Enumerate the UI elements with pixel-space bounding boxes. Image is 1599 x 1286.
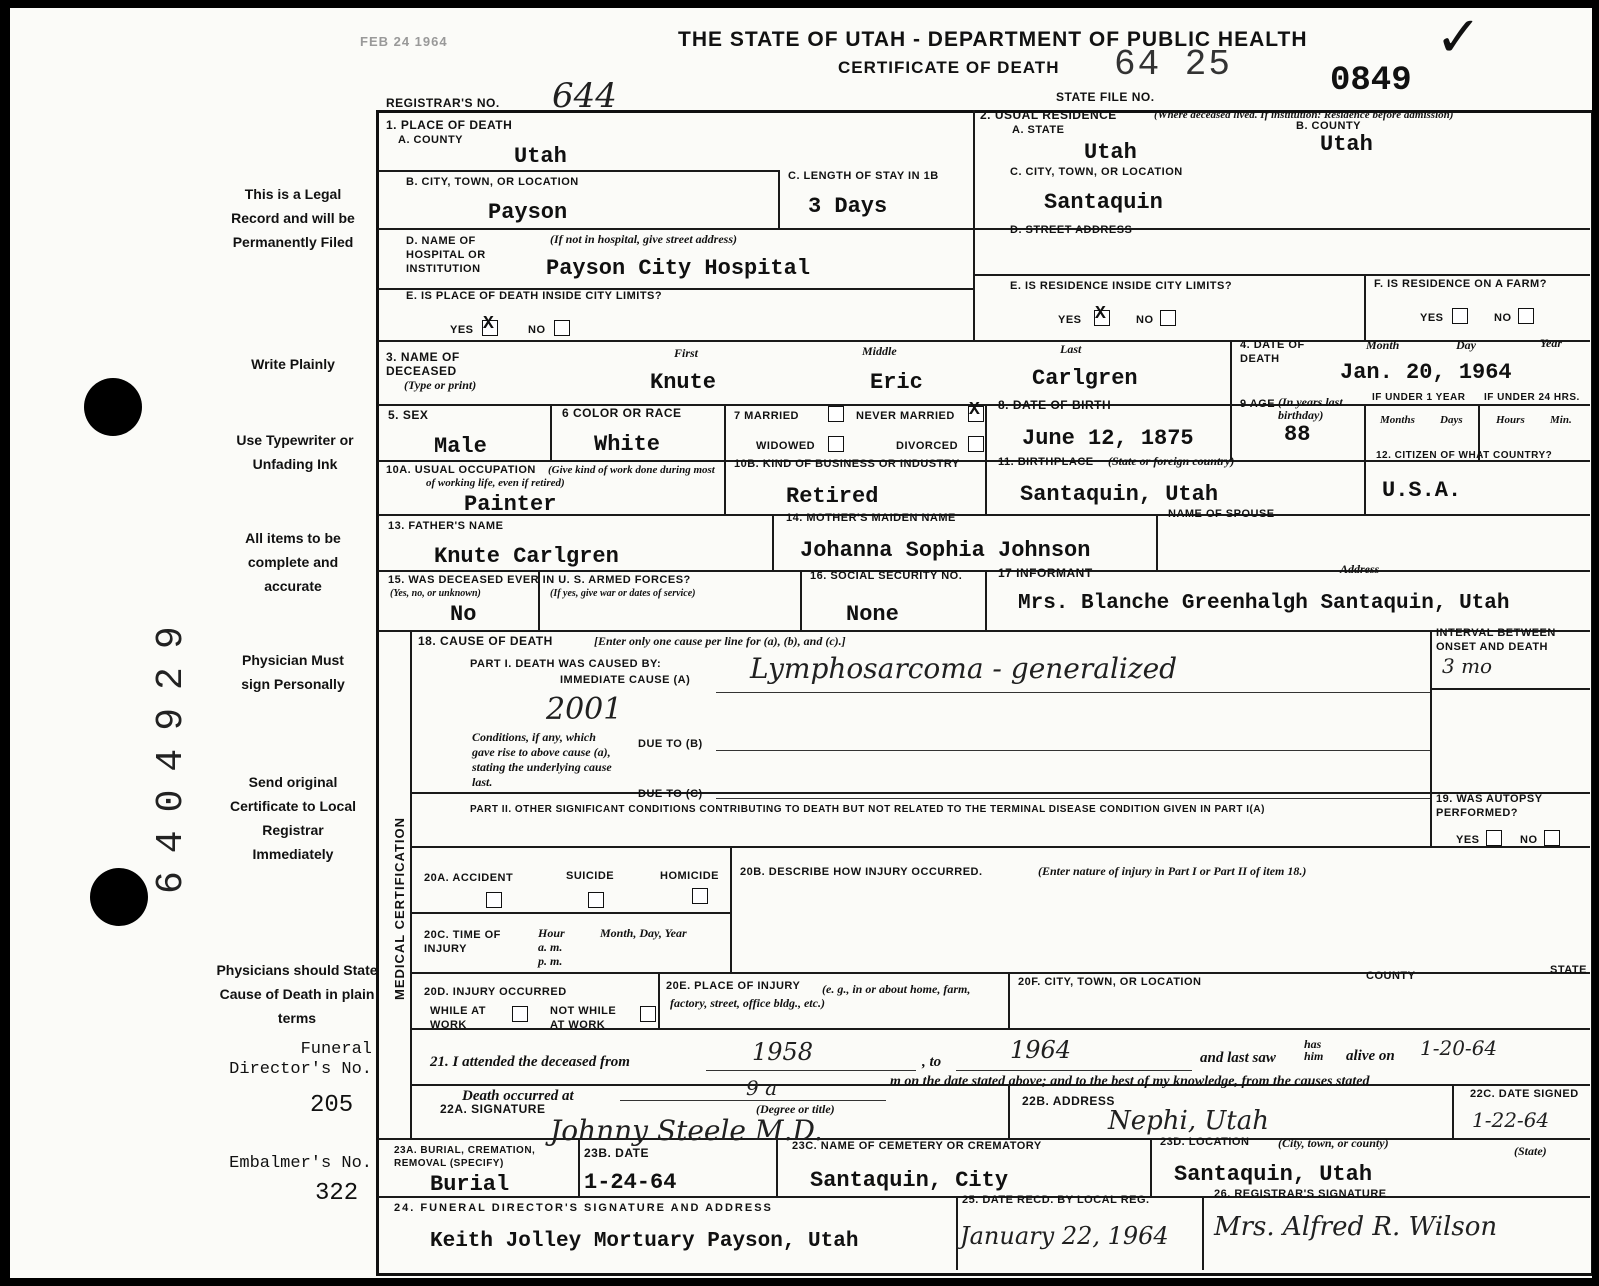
label-race: 6 COLOR OR RACE [562,406,682,420]
label-injury-occurred: 20D. INJURY OCCURRED [424,986,567,998]
checkbox-farm-yes[interactable] [1452,308,1468,324]
value-attended-to: 1964 [1010,1036,1072,1064]
label-usual-residence: 2. USUAL RESIDENCE [980,108,1117,122]
mark-death-in-city-yes: X [483,314,494,334]
value-funeral-director: Keith Jolley Mortuary Payson, Utah [430,1230,859,1253]
checkbox-accident[interactable] [486,892,502,908]
label-never-married: NEVER MARRIED [856,410,955,422]
value-cause-code: 2001 [546,692,623,727]
label-yes: YES [450,324,474,336]
label-alive-on: alive on [1346,1048,1395,1064]
label-part-2: PART II. OTHER SIGNIFICANT CONDITIONS CONTRIBUTING TO DEATH BUT NOT RELATED TO THE TERMINAL DISEASE CONDITION GIVEN IN PART I(A) [470,804,1265,815]
value-burial-location: Santaquin, Utah [1174,1162,1373,1187]
label-medical-certification: MEDICAL CERTIFICATION [392,816,407,1000]
label-last: Last [1060,342,1082,356]
value-middle-name: Eric [870,370,923,395]
label-cause-note: [Enter only one cause per line for (a), (b), and (c).] [594,634,846,648]
state-title: THE STATE OF UTAH - DEPARTMENT OF PUBLIC HEALTH [678,28,1308,51]
label-no: NO [528,324,546,336]
label-widowed: WIDOWED [756,440,816,452]
label-homicide: HOMICIDE [660,870,719,882]
label-year: Year [1540,336,1562,350]
label-armed-note: (Yes, no, or unknown) [390,588,481,599]
label-injury-state: STATE [1550,964,1587,976]
label-married: 7 MARRIED [734,410,800,422]
value-citizen: U.S.A. [1382,478,1462,503]
label-hospital-note: (If not in hospital, give street address) [550,232,738,246]
file-number-handwritten: 64 25 [1114,44,1233,85]
label-name-deceased: 3. NAME OF DECEASED [386,350,460,378]
label-sex: 5. SEX [388,408,429,422]
label-not-while-at-work: NOT WHILE AT WORK [550,1005,617,1031]
value-industry: Retired [786,484,879,509]
value-occupation: Painter [464,492,557,517]
label-yes: YES [1456,834,1480,846]
checkbox-not-while-at-work[interactable] [640,1006,656,1022]
label-degree: (Degree or title) [756,1102,835,1116]
label-sig-address: 22B. ADDRESS [1022,1094,1115,1108]
value-father: Knute Carlgren [434,544,619,569]
label-date-of-death: 4. DATE OF DEATH [1240,339,1305,365]
certificate-sheet [10,8,1592,1278]
value-death-date: Jan. 20, 1964 [1340,360,1512,385]
label-due-to-b: DUE TO (B) [638,738,703,750]
checkbox-while-at-work[interactable] [512,1006,528,1022]
registrar-no-value: 644 [552,76,617,116]
checkbox-death-in-city-no[interactable] [554,320,570,336]
label-res-county: B. COUNTY [1296,120,1361,132]
label-interval: INTERVAL BETWEEN ONSET AND DEATH [1436,627,1556,653]
checkbox-married[interactable] [828,406,844,422]
label-under-24-hrs: IF UNDER 24 HRS. [1484,392,1580,403]
checkbox-widowed[interactable] [828,436,844,452]
label-burial-date: 23B. DATE [584,1146,649,1160]
value-interval: 3 mo [1442,654,1493,678]
label-cemetery: 23C. NAME OF CEMETERY OR CREMATORY [792,1140,1042,1152]
label-industry: 10B. KIND OF BUSINESS OR INDUSTRY [734,458,960,470]
value-last-seen: 1-20-64 [1420,1036,1498,1060]
vertical-serial-number: 6404929 [150,608,193,894]
label-burial-location: 23D. LOCATION [1160,1136,1250,1148]
value-death-county: Utah [514,144,567,169]
label-place-of-injury: 20E. PLACE OF INJURY [666,980,801,992]
label-burial: 23A. BURIAL, CREMATION, REMOVAL (SPECIFY) [394,1145,536,1169]
label-yes: YES [1420,312,1444,324]
label-birthplace: 11. BIRTHPLACE [998,456,1094,468]
label-while-at-work: WHILE AT WORK [430,1005,486,1031]
embalmer-no: 322 [315,1180,359,1207]
label-registrar-signature: 26. REGISTRAR'S SIGNATURE [1214,1188,1387,1200]
value-attended-from: 1958 [752,1038,814,1066]
label-hour: Hour [538,926,565,940]
label-res-city: C. CITY, TOWN, OR LOCATION [1010,166,1183,178]
label-injury-city: 20F. CITY, TOWN, OR LOCATION [1018,976,1202,988]
value-birthplace: Santaquin, Utah [1020,482,1219,507]
label-month: Month [1366,338,1400,352]
label-place-of-death: 1. PLACE OF DEATH [386,118,513,132]
checkbox-homicide[interactable] [692,888,708,904]
mark-never-married: X [969,400,980,420]
label-length-of-stay: C. LENGTH OF STAY IN 1B [788,170,939,182]
label-mother: 14. MOTHER'S MAIDEN NAME [786,512,956,524]
label-city: B. CITY, TOWN, OR LOCATION [406,176,579,188]
value-burial: Burial [430,1172,510,1197]
label-burial-location-note: (City, town, or county) [1278,1136,1389,1150]
value-date-received: January 22, 1964 [960,1222,1169,1250]
label-autopsy: 19. WAS AUTOPSY PERFORMED? [1436,793,1543,819]
label-cause-of-death: 18. CAUSE OF DEATH [418,634,553,648]
label-time-of-injury: 20C. TIME OF INJURY [424,929,501,955]
label-suicide: SUICIDE [566,870,615,882]
label-birthplace-note: (State or foreign country) [1108,454,1235,468]
label-hospital: D. NAME OF HOSPITAL OR INSTITUTION [406,235,486,275]
value-last-name: Carlgren [1032,366,1138,391]
label-no: NO [1136,314,1154,326]
label-res-state: A. STATE [1012,124,1065,136]
checkbox-divorced[interactable] [968,436,984,452]
value-burial-date: 1-24-64 [584,1170,677,1195]
label-armed-note-2: (If yes, give war or dates of service) [550,588,696,599]
label-no: NO [1520,834,1538,846]
value-length-of-stay: 3 Days [808,194,888,219]
label-conditions: Conditions, if any, which gave rise to above cause (a), stating the underlying cause last. [472,730,612,789]
received-stamp: FEB 24 1964 [360,34,448,49]
punch-hole-bottom [90,868,148,926]
label-citizen: 12. CITIZEN OF WHAT COUNTRY? [1376,450,1553,461]
label-county: A. COUNTY [398,134,463,146]
label-age-note: (In years last birthday) [1278,395,1343,422]
funeral-director-no: 205 [310,1092,354,1119]
label-address: Address [1340,562,1380,576]
label-how-injury-note: (Enter nature of injury in Part I or Part II of item 18.) [1038,864,1307,878]
sidebar-ink-note: Use Typewriter or Unfading Ink [236,432,354,472]
label-street-address: D. STREET ADDRESS [1010,224,1133,236]
label-yes: YES [1058,314,1082,326]
funeral-director-no-label: Funeral Director's No. [229,1040,372,1079]
label-date-received: 25. DATE RECD. BY LOCAL REG. [962,1194,1150,1206]
label-am: a. m. [538,940,563,954]
value-res-city: Santaquin [1044,190,1163,215]
label-signature: 22A. SIGNATURE [440,1102,546,1116]
value-sig-address: Nephi, Utah [1108,1106,1269,1136]
label-ssn: 16. SOCIAL SECURITY NO. [810,570,963,582]
label-age: 9 AGE [1240,398,1276,410]
label-informant: 17 INFORMANT [998,566,1093,580]
sidebar-write-plainly: Write Plainly [251,356,335,372]
value-ssn: None [846,602,899,627]
value-informant: Mrs. Blanche Greenhalgh Santaquin, Utah [1018,592,1510,615]
label-hours: Hours [1496,414,1525,426]
checkbox-autopsy-yes[interactable] [1486,830,1502,846]
label-last-saw: and last saw [1200,1050,1276,1066]
state-file-no-label: STATE FILE NO. [1056,90,1155,104]
label-has-him: has him [1304,1037,1324,1063]
label-attended-from: 21. I attended the deceased from [430,1054,630,1070]
embalmer-no-label: Embalmer's No. [229,1154,372,1173]
value-mother: Johanna Sophia Johnson [800,538,1091,563]
value-hospital: Payson City Hospital [546,256,811,281]
value-first-name: Knute [650,370,717,395]
label-father: 13. FATHER'S NAME [388,520,504,532]
label-under-1-year: IF UNDER 1 YEAR [1372,392,1466,403]
sidebar-legal-note: This is a Legal Record and will be Permanently Filed [231,186,355,250]
label-residence-note: (Where deceased lived. If institution: Residence before admission) [1154,109,1454,121]
registrar-no-label: REGISTRAR'S NO. [386,96,500,110]
value-date-signed: 1-22-64 [1472,1108,1550,1132]
checkbox-farm-no[interactable] [1518,308,1534,324]
sidebar-complete-note: All items to be complete and accurate [245,530,341,594]
label-due-to-c: DUE TO (C) [638,788,703,800]
label-state-paren: (State) [1514,1144,1547,1158]
punch-hole-top [84,378,142,436]
label-no: NO [1494,312,1512,324]
value-cemetery: Santaquin, City [810,1168,1009,1193]
label-how-injury: 20B. DESCRIBE HOW INJURY OCCURRED. [740,866,983,878]
checkbox-suicide[interactable] [588,892,604,908]
value-registrar-signature: Mrs. Alfred R. Wilson [1214,1212,1498,1242]
value-birth-date: June 12, 1875 [1022,426,1194,451]
value-age: 88 [1284,422,1311,447]
label-to: , to [922,1054,942,1070]
value-race: White [594,432,661,457]
label-spouse: NAME OF SPOUSE [1168,508,1275,520]
label-injury-county: COUNTY [1366,970,1416,982]
mark-res-in-city-yes: X [1095,304,1106,324]
label-occupation: 10A. USUAL OCCUPATION [386,464,536,476]
label-first: First [674,346,699,360]
label-part-1: PART I. DEATH WAS CAUSED BY: [470,658,662,670]
label-accident: 20A. ACCIDENT [424,872,514,884]
sidebar-physician-note: Physician Must sign Personally [241,652,345,692]
label-pm: p. m. [538,954,563,968]
value-immediate-cause: Lymphosarcoma - generalized [750,652,1178,685]
certificate-title: CERTIFICATE OF DEATH [838,58,1060,77]
label-res-inside-city: E. IS RESIDENCE INSIDE CITY LIMITS? [1010,280,1233,292]
label-days: Days [1440,414,1463,426]
value-sex: Male [434,434,487,459]
value-res-county: Utah [1320,132,1373,157]
label-inside-city: E. IS PLACE OF DEATH INSIDE CITY LIMITS? [406,290,663,302]
checkmark: ✓ [1435,8,1482,68]
sidebar-cause-note: Physicians should State Cause of Death in plain terms [216,962,378,1026]
label-on-farm: F. IS RESIDENCE ON A FARM? [1374,278,1547,290]
label-month-day-year: Month, Day, Year [600,926,687,940]
label-armed-forces: 15. WAS DECEASED EVER IN U. S. ARMED FORCES? [388,574,691,586]
checkbox-autopsy-no[interactable] [1544,830,1560,846]
label-place-injury-note: (e. g., in or about home, farm, factory, street, office bldg., etc.) [670,982,971,1010]
label-middle: Middle [862,344,897,358]
label-date-of-birth: 8. DATE OF BIRTH [998,398,1112,412]
label-min: Min. [1550,414,1572,426]
value-physician-signature: Johnny Steele M.D. [550,1114,823,1147]
value-armed-forces: No [450,602,477,627]
label-death-occurred: Death occurred at [462,1088,574,1104]
label-day: Day [1456,338,1476,352]
label-name-note: (Type or print) [404,378,477,392]
value-death-time: 9 a [746,1076,778,1100]
label-occupation-note: (Give kind of work done during most of working life, even if retired) [426,464,715,489]
checkbox-res-in-city-no[interactable] [1160,310,1176,326]
label-funeral-director: 24. FUNERAL DIRECTOR'S SIGNATURE AND ADDRESS [394,1202,773,1214]
label-death-statement: m on the date stated above; and to the best of my knowledge, from the causes stated [890,1074,1370,1089]
value-res-state: Utah [1084,140,1137,165]
label-immediate-cause: IMMEDIATE CAUSE (A) [560,674,691,686]
value-death-city: Payson [488,200,568,225]
label-date-signed: 22C. DATE SIGNED [1470,1088,1579,1100]
label-months: Months [1380,414,1415,426]
state-file-number: 0849 [1330,62,1412,100]
label-divorced: DIVORCED [896,440,959,452]
sidebar-send-note: Send original Certificate to Local Registrar Immediately [229,774,357,862]
